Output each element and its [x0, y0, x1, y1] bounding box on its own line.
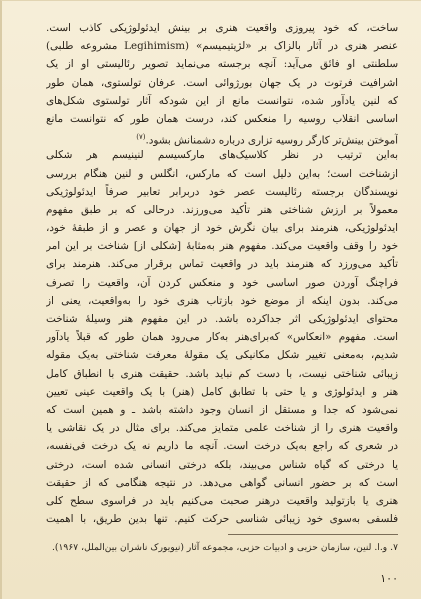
body-line: شدیم، به‌معنی تغییر شکل مکانیکی یک مقولهٔ معرفت شناختی به‌یک مقوله — [46, 349, 398, 362]
body-line: اشرافیت فرتوت در یک جهان بورژوائی است. عرفان تولستوی، همان طور — [46, 76, 398, 89]
body-line-text: آموختن بینش‌تر کارگر روسیه تزاری درباره دشمنانش بشود. — [145, 134, 398, 147]
body-line: فلسفی به‌سوی خود زیبائی شناسی حرکت کنیم. تنها بدین طریق، با اهمیت — [46, 513, 398, 526]
body-line: نویسندگان برجسته رئالیست عصر خود دربرابر تعابیر صرفاً ایدئولوژیکی — [46, 185, 398, 198]
body-line-with-footnote — [46, 128, 398, 146]
body-line: در شعری که راجع به‌یک درخت است. آنچه ما داریم نه یک درخت فی‌نفسه، — [46, 440, 398, 453]
body-text — [46, 19, 398, 528]
body-line: که لنین یادآور شده، نتوانست مانع از این شودکه آثار تولستوی شکل‌های — [46, 94, 398, 107]
body-line: فراچنگ آوردن صور اساسی خود و منعکس کردن آن، واقعیت را تصرف — [46, 276, 398, 289]
body-line: هنر و ایدئولوژی و یا حتی با تطابق کامل (هنر) با یک واقعیت عینی تعیین — [46, 385, 398, 398]
body-line: زیبائی شناختی نیست، با دست کم نباید باشد. حقیقت هنری با انطباق کامل — [46, 367, 398, 380]
body-line: خود را وقف واقعیت می‌کند. مفهوم هنر به‌مثابهٔ [شکلی از] شناخت بر این امر — [46, 240, 398, 253]
body-line: واقعیت هنری را از شناخت علمی متمایز می‌کند. برای مثال در یک نقاشی یا — [46, 422, 398, 435]
body-line: است که بر حضور انسانی گواهی می‌دهد. در نتیجه هنگامی که از حقیقت — [46, 476, 398, 489]
page-number: ۱۰۰ — [380, 572, 398, 585]
footnote-divider — [228, 534, 398, 535]
footnote: ۷. و.ا. لنین، سازمان حزبی و ادبیات حزبی، مجموعه آثار (نیویورک ناشران بین‌الملل، ۱۹۶۷). — [51, 542, 398, 553]
body-line: سلطنتی او فائق می‌آید: آنچه برجسته می‌نماید تصویر رئالیستی او از یک — [46, 58, 398, 71]
body-line: ساخت، که خود پیروزی واقعیت هنری بر بینش ایدئولوژیکی کاذب است. — [46, 22, 398, 34]
body-line: است. مفهوم «انعکاس» که‌برای‌هنر به‌کار می‌رود همان طور که قبلاً یادآور — [46, 331, 398, 344]
body-line: به‌این ترتیب در نظر کلاسیک‌های مارکسیسم لنینیسم هر شکلی — [46, 149, 398, 162]
body-line: می‌کند. بدون اینکه از موضع خود بازتاب هنری خود را به‌واقعیت، یعنی از — [46, 294, 398, 307]
body-line: یا درختی که گیاه شناس می‌بیند، بلکه درختی انسانی شده است، درختی — [46, 458, 398, 471]
body-line: ایدئولوژیکی، هنرمند برای بیان نگرش خود از جهان و عصر و از طبقهٔ خود، — [46, 222, 398, 235]
body-line: اساسی انقلاب روسیه را منعکس کند، درست همان طور که نتوانست مانع — [46, 112, 398, 125]
body-line: معمولاً بر ارزش شناختی هنر تأکید می‌ورزند. درحالی که بر طبق مفهوم — [46, 203, 398, 216]
body-line: تأکید می‌ورزد که هنرمند باید در واقعیت تماس برقرار می‌کند. هنرمند برای — [46, 258, 398, 271]
body-line: ازشناخت است؛ به‌این دلیل است که مارکس، انگلس و لنین هنگام بررسی — [46, 167, 398, 180]
footnote-reference: (۷) — [136, 133, 146, 142]
body-line: هنری یا بازتولید واقعیت درهنر صحبت می‌کنیم باید در فراسوی سطح کلی — [46, 494, 398, 507]
body-line: نمی‌شود که جدا و مستقل از انسان وجود داشته باشد ـ و همین است که — [46, 403, 398, 416]
body-line: عنصر هنری در آثار بالزاک بر «لژیتیمیسم» (Legihimism مشروعه طلبی) — [46, 40, 398, 53]
body-line: محتوای ایدئولوژیکی اثر جداکرده باشد. در این مفهوم هنر وسیلهٔ شناخت — [46, 313, 398, 325]
